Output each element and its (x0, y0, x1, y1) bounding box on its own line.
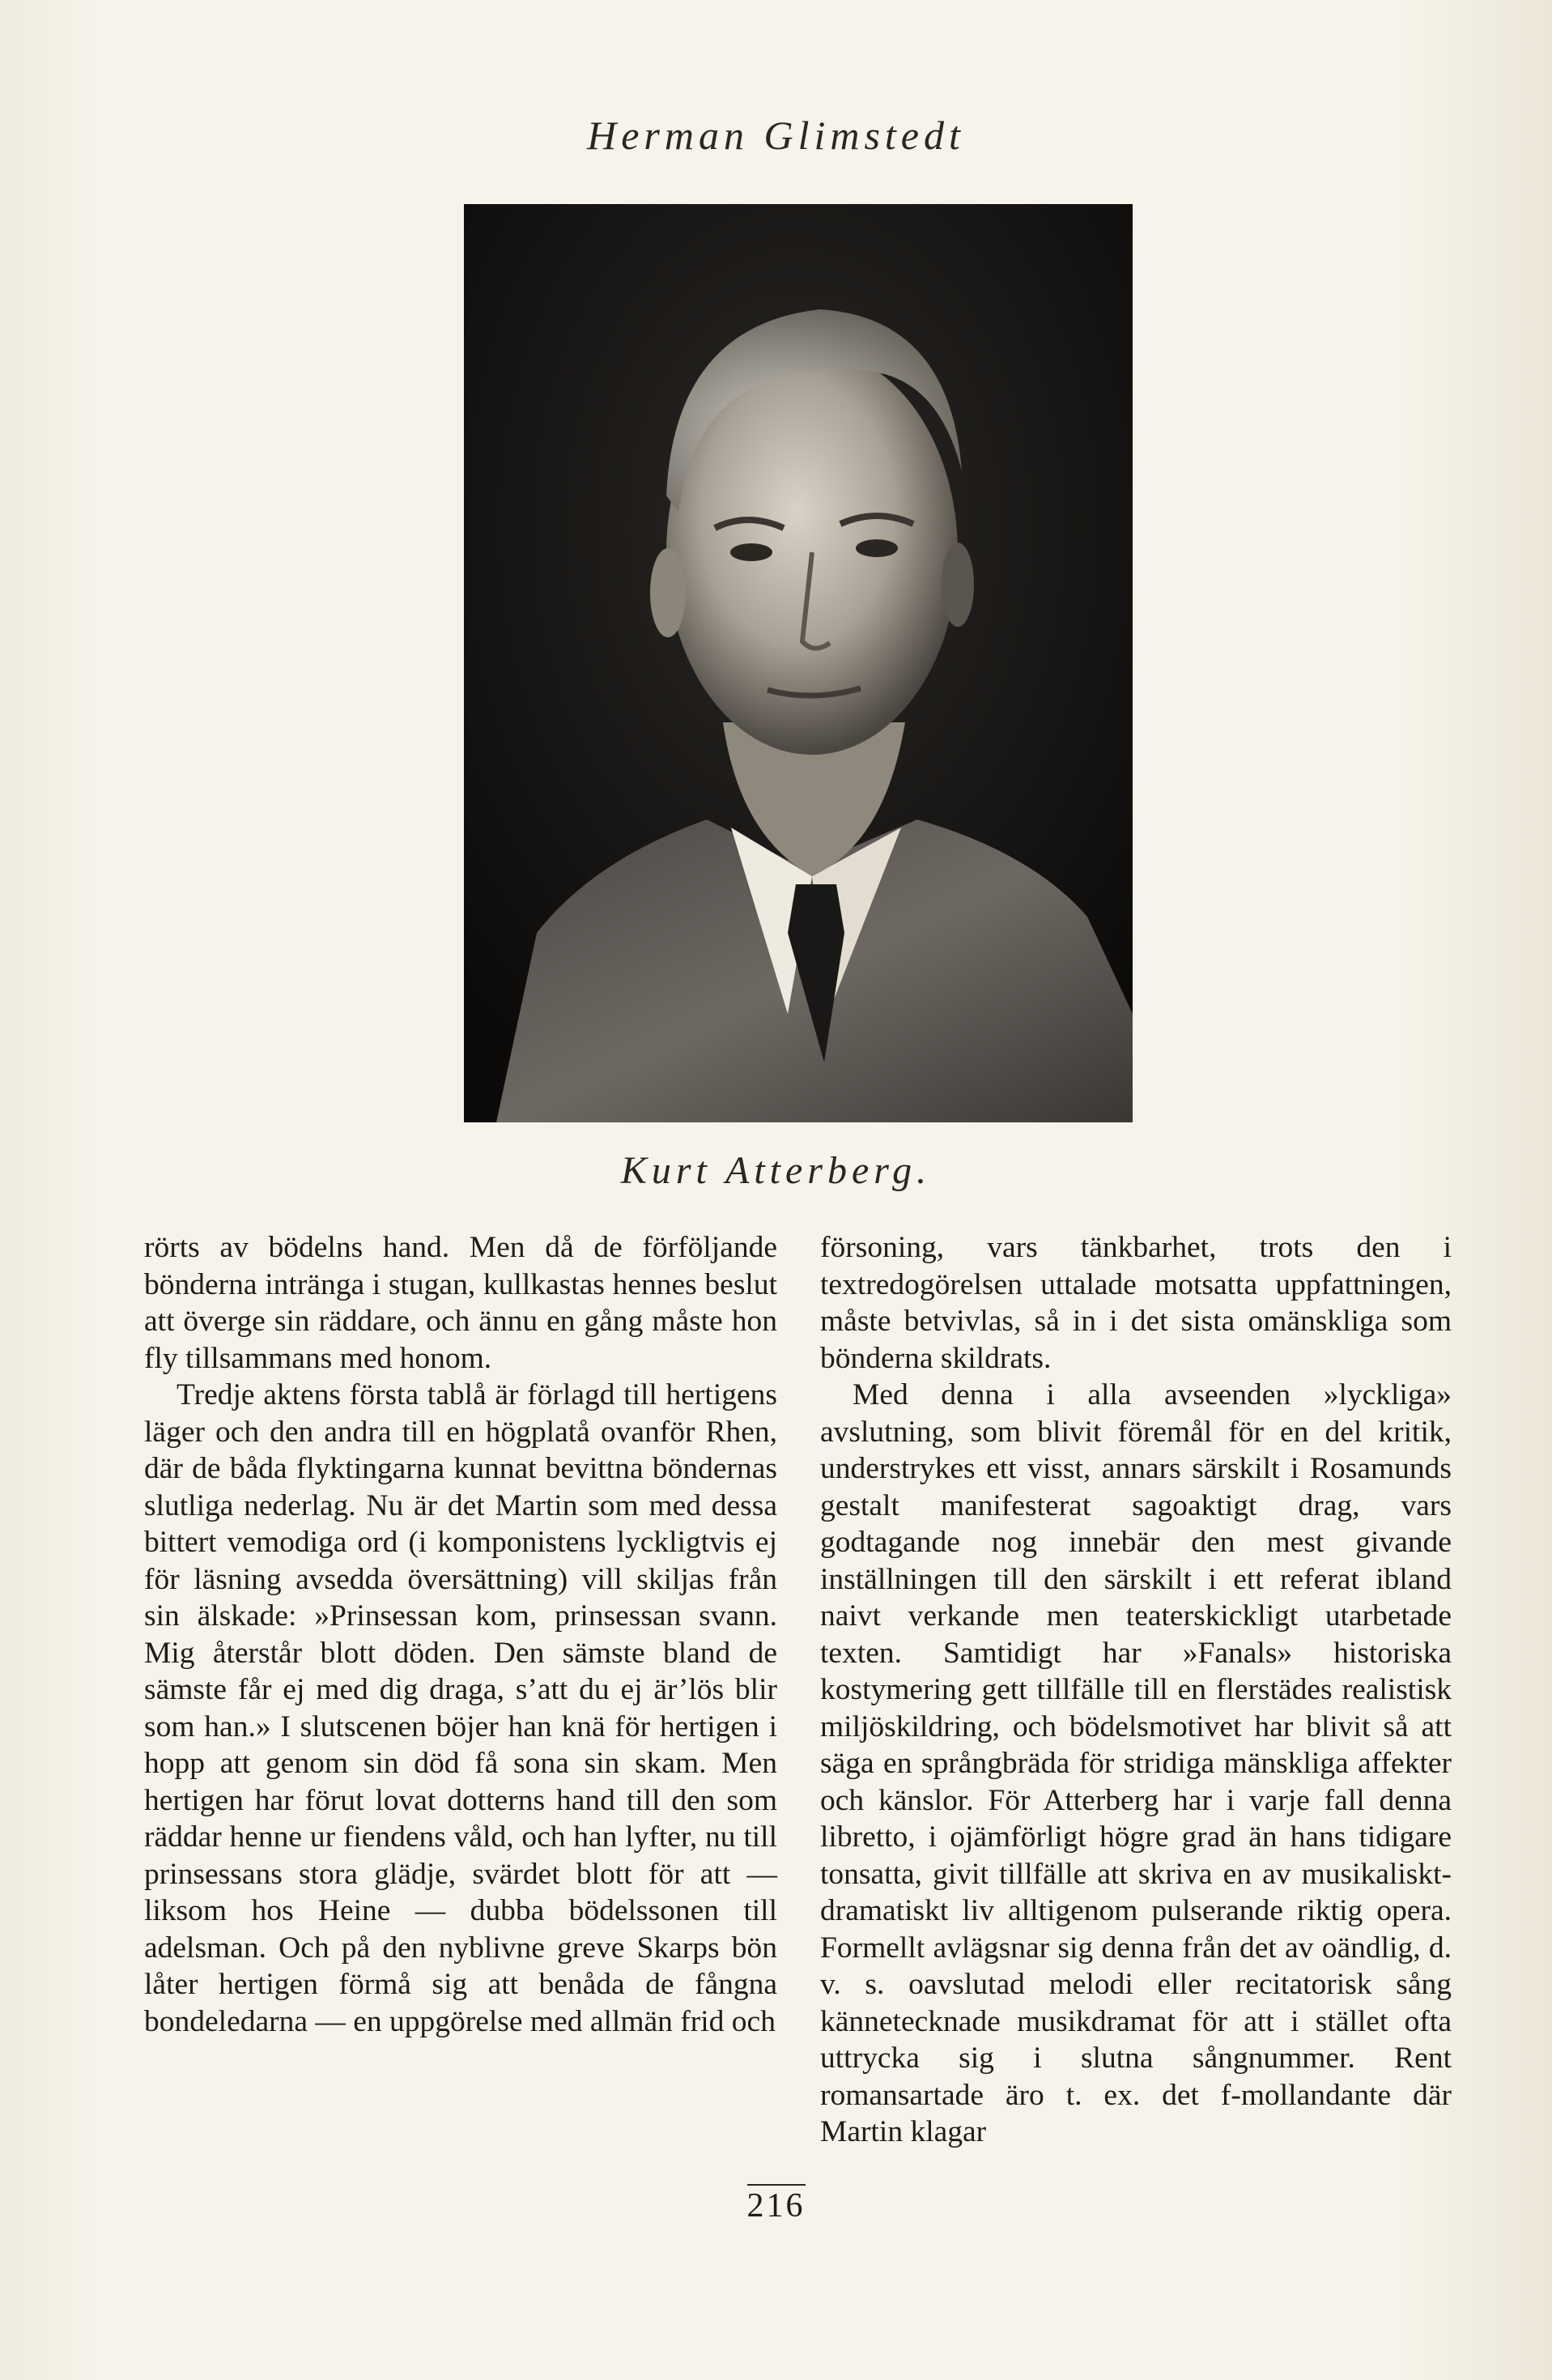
page-number-container (0, 2186, 1552, 2225)
portrait-photo (464, 204, 1133, 1122)
paragraph: försoning, vars tänkbarhet, trots den i textredogörelsen uttalade motsatta uppfattningen, måste betvivlas, så in i det sista omänskliga som bönderna skildrats. (820, 1231, 1452, 1375)
paragraph: Tredje aktens första tablå är förlagd till hertigens läger och den andra till en högplatå ovanför Rhen, där de båda flyktingarna kunnat bevittna böndernas slutliga nederlag. Nu är det Martin som med dessa bittert vemodiga ord (i komponistens lyckligtvis ej för läsning avsedda översättning) vill skiljas från sin älskade: »Prinsessan kom, prinsessan svann. Mig återstår blott döden. Den sämste bland de sämste får ej med dig draga, s’att du ej är’lös blir som han.» I slutscenen böjer han knä för hertigen i hopp att genom sin död få sona sin skam. Men hertigen har förut lovat dotterns hand till den som räddar henne ur fiendens våld, och han lyfter, nu till prinsessans stora glädje, svärdet blott för att — liksom hos Heine — dubba bödelssonen till adelsman. Och på den nyblivne greve Skarps bön låter hertigen förmå sig att benåda de fångna bondeledarna — en uppgörelse med allmän frid och (144, 1378, 777, 2038)
running-head: Herman Glimstedt (587, 113, 965, 158)
photo-caption: Kurt Atterberg. (620, 1149, 932, 1192)
page-number: 216 (747, 2184, 806, 2225)
paragraph: rörts av bödelns hand. Men då de förföljande bönderna intränga i stugan, kullkastas hennes beslut att överge sin räddare, och ännu en gång måste hon fly tillsammans med honom. (144, 1231, 777, 1375)
portrait-image (464, 204, 1133, 1122)
left-column (144, 1229, 777, 2040)
right-column (820, 1229, 1452, 2151)
paragraph: Med denna i alla avseenden »lyckliga» avslutning, som blivit föremål för en del kritik, understrykes ett visst, annars särskilt i Rosamunds gestalt manifesterat sagoaktigt drag, vars godtagande nog innebär den mest givande inställningen till den särskilt i ett referat ibland naivt verkande men teaterskickligt utarbetade texten. Samtidigt har »Fanals» historiska kostymering gett tillfälle till en flerstädes realistisk miljöskildring, och bödelsmotivet har blivit så att säga en språngbräda för stridiga mänskliga affekter och känslor. För Atterberg har i varje fall denna libretto, i ojämförligt högre grad än hans tidigare tonsatta, givit tillfälle att skriva en av musikaliskt-dramatiskt liv alltigenom pulserande riktig opera. Formellt avlägsnar sig denna från det av oändlig, d. v. s. oavslutad melodi eller recitatorisk sång kännetecknade musikdramat för att i stället ofta uttrycka sig i slutna sångnummer. Rent romansartade äro t. ex. det f-mollandante där Martin klagar (820, 1378, 1452, 2148)
